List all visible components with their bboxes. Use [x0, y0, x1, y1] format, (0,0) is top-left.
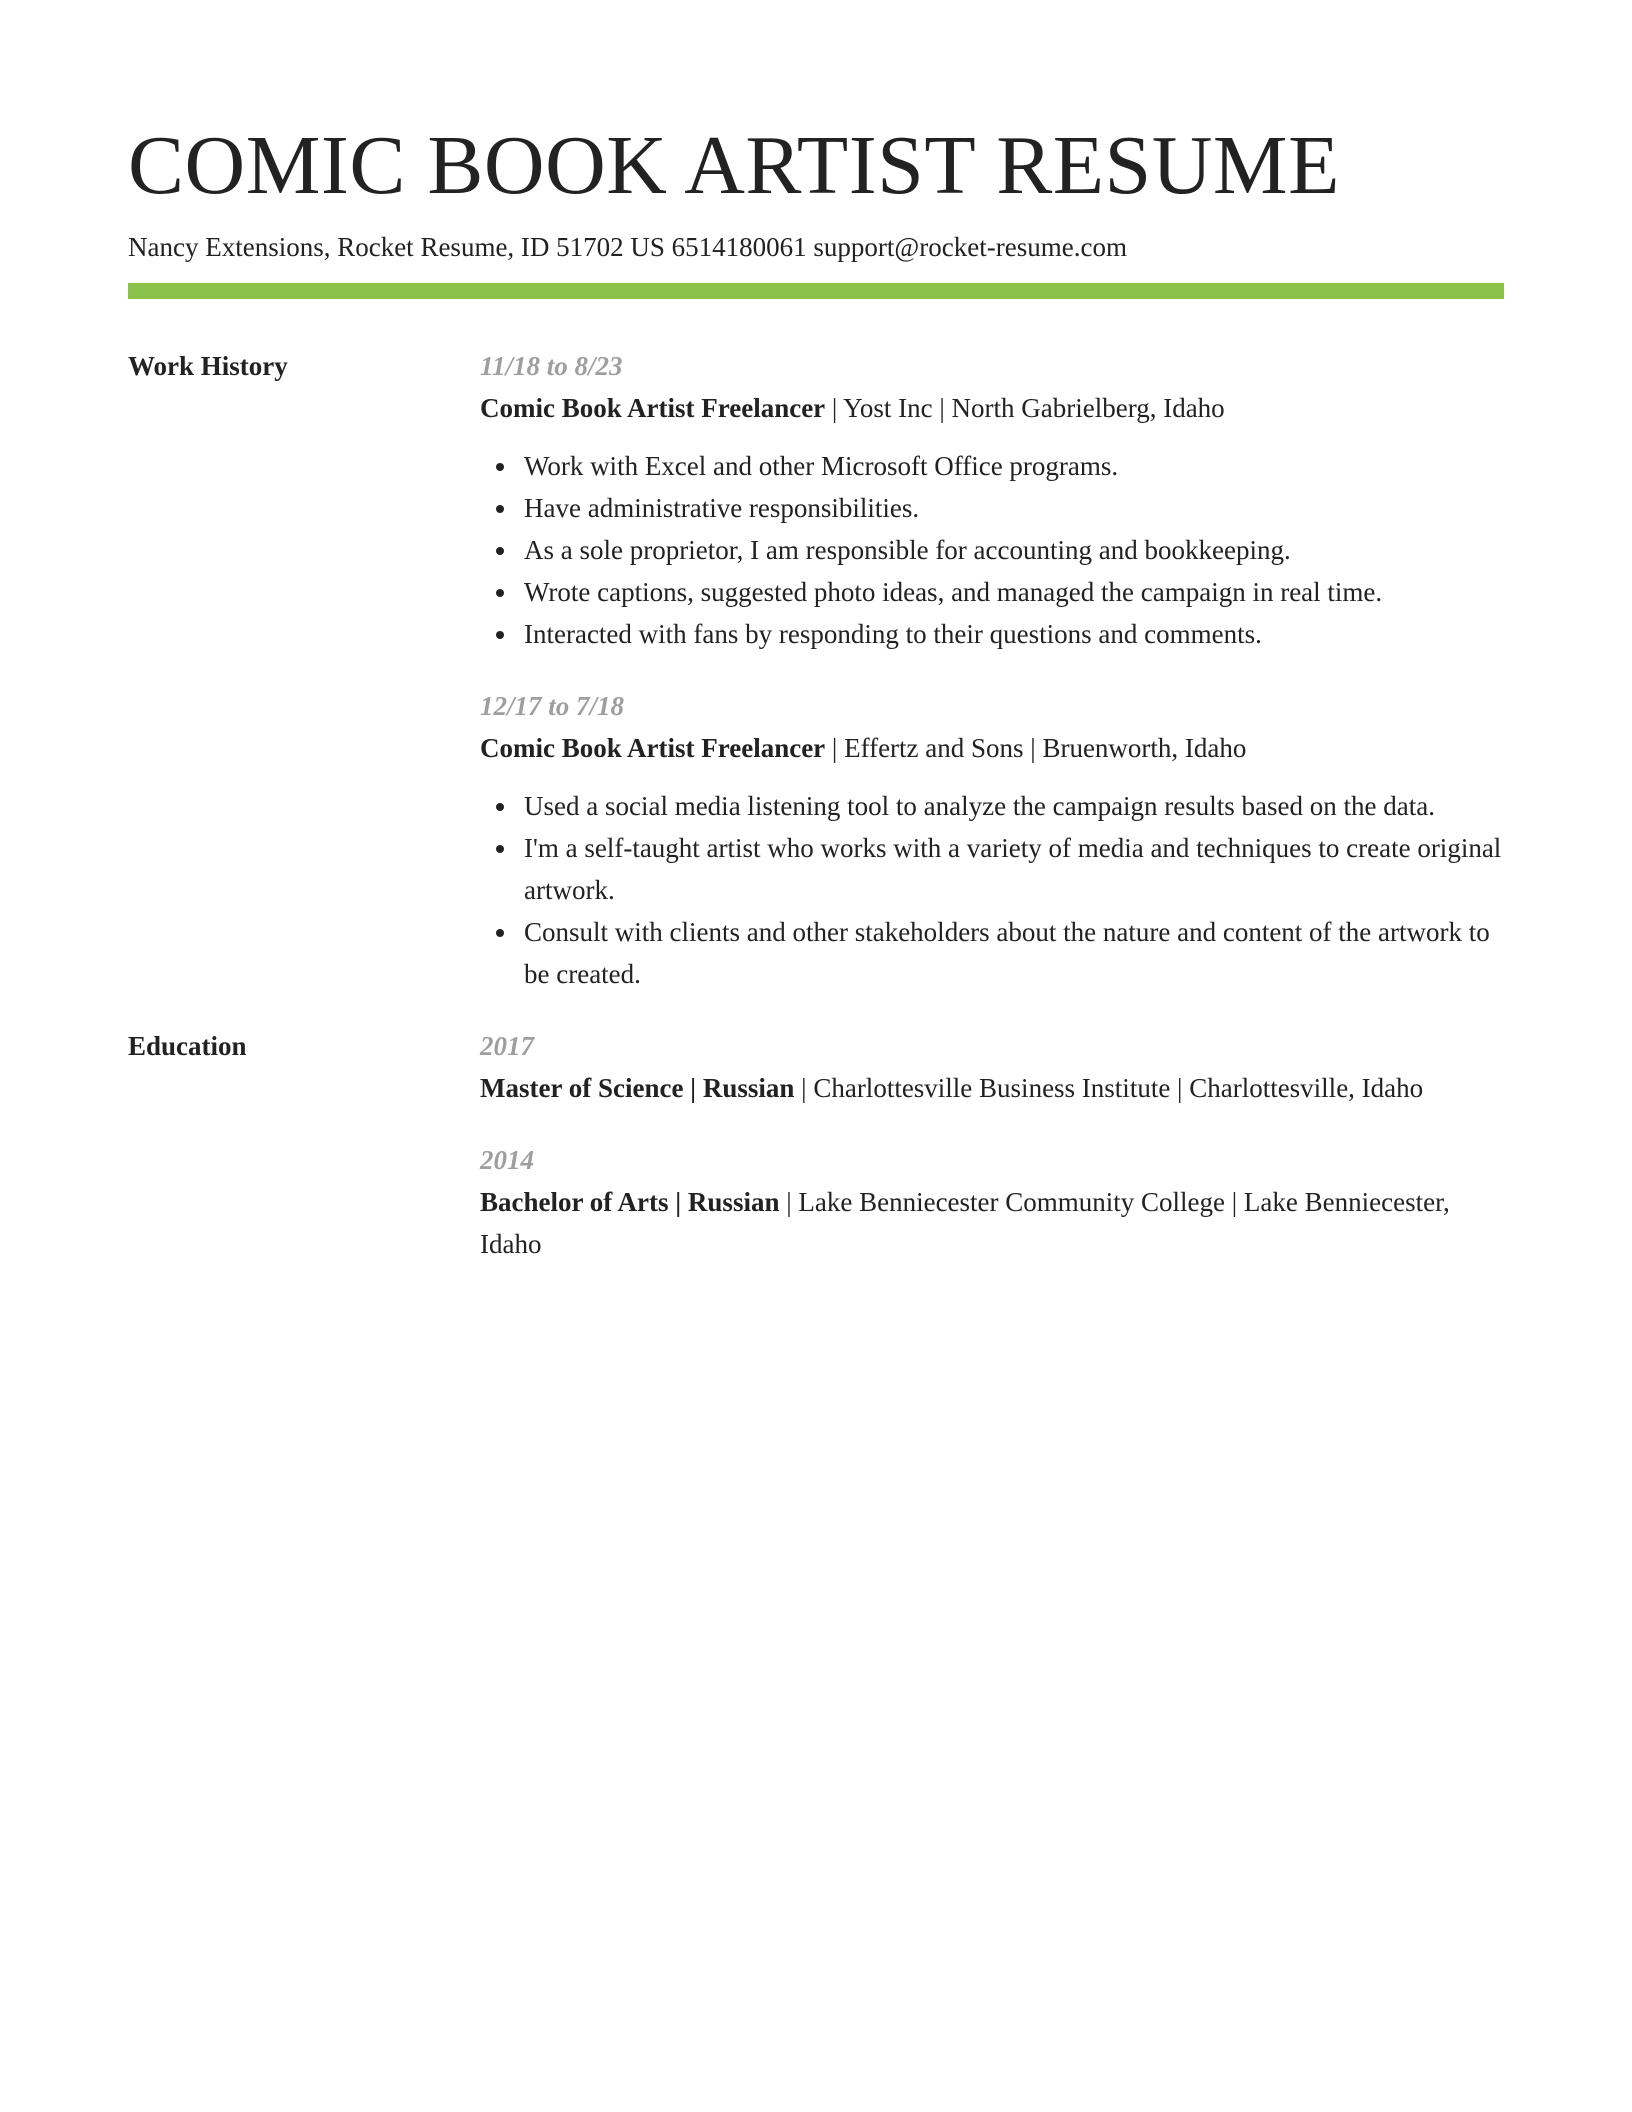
- job-bullets: [480, 445, 1504, 655]
- bullet-item: Interacted with fans by responding to their questions and comments.: [524, 613, 1504, 655]
- education-degree: Master of Science | Russian: [480, 1073, 795, 1104]
- resume-page: [128, 120, 1504, 1265]
- job-separator: |: [825, 393, 844, 424]
- education-details: | Lake Benniecester Community College | Lake Benniecester, Idaho: [480, 1187, 1450, 1260]
- job-company: Yost Inc: [843, 393, 933, 424]
- job-heading: [480, 727, 1504, 769]
- job-bullets: [480, 785, 1504, 995]
- work-history-body: [480, 345, 1504, 995]
- job-location: Bruenworth, Idaho: [1042, 733, 1247, 764]
- bullet-item: Wrote captions, suggested photo ideas, and managed the campaign in real time.: [524, 571, 1504, 613]
- job-company: Effertz and Sons: [844, 733, 1024, 764]
- education-section: [128, 1025, 1504, 1265]
- header-divider: [128, 283, 1504, 299]
- job-separator: |: [1023, 733, 1043, 764]
- job-entry: [480, 685, 1504, 995]
- section-label-work-history: Work History: [128, 351, 288, 382]
- job-date: 11/18 to 8/23: [480, 351, 623, 382]
- job-separator: |: [932, 393, 952, 424]
- job-title: Comic Book Artist Freelancer: [480, 733, 826, 764]
- job-location: North Gabrielberg, Idaho: [951, 393, 1225, 424]
- education-entry: [480, 1139, 1504, 1265]
- education-date: 2014: [480, 1145, 534, 1176]
- bullet-item: Have administrative responsibilities.: [524, 487, 1504, 529]
- job-heading: [480, 387, 1504, 429]
- education-body: [480, 1025, 1504, 1265]
- education-date: 2017: [480, 1031, 534, 1062]
- education-entry: [480, 1025, 1504, 1109]
- job-date: 12/17 to 7/18: [480, 691, 625, 722]
- bullet-item: I'm a self-taught artist who works with a variety of media and techniques to create original artwork.: [524, 827, 1504, 911]
- education-degree: Bachelor of Arts | Russian: [480, 1187, 780, 1218]
- contact-line: Nancy Extensions, Rocket Resume, ID 51702 US 6514180061 support@rocket-resume.com: [128, 232, 1127, 263]
- job-title: Comic Book Artist Freelancer: [480, 393, 826, 424]
- education-heading: [480, 1181, 1504, 1265]
- bullet-item: Work with Excel and other Microsoft Office programs.: [524, 445, 1504, 487]
- bullet-item: As a sole proprietor, I am responsible for accounting and bookkeeping.: [524, 529, 1504, 571]
- bullet-item: Consult with clients and other stakeholders about the nature and content of the artwork to be created.: [524, 911, 1504, 995]
- resume-title: COMIC BOOK ARTIST RESUME: [128, 119, 1340, 212]
- bullet-item: Used a social media listening tool to analyze the campaign results based on the data.: [524, 785, 1504, 827]
- job-separator: |: [825, 733, 845, 764]
- work-history-section: [128, 345, 1504, 995]
- job-entry: [480, 345, 1504, 655]
- education-heading: [480, 1067, 1504, 1109]
- education-details: | Charlottesville Business Institute | Charlottesville, Idaho: [794, 1073, 1424, 1104]
- section-label-education: Education: [128, 1031, 247, 1062]
